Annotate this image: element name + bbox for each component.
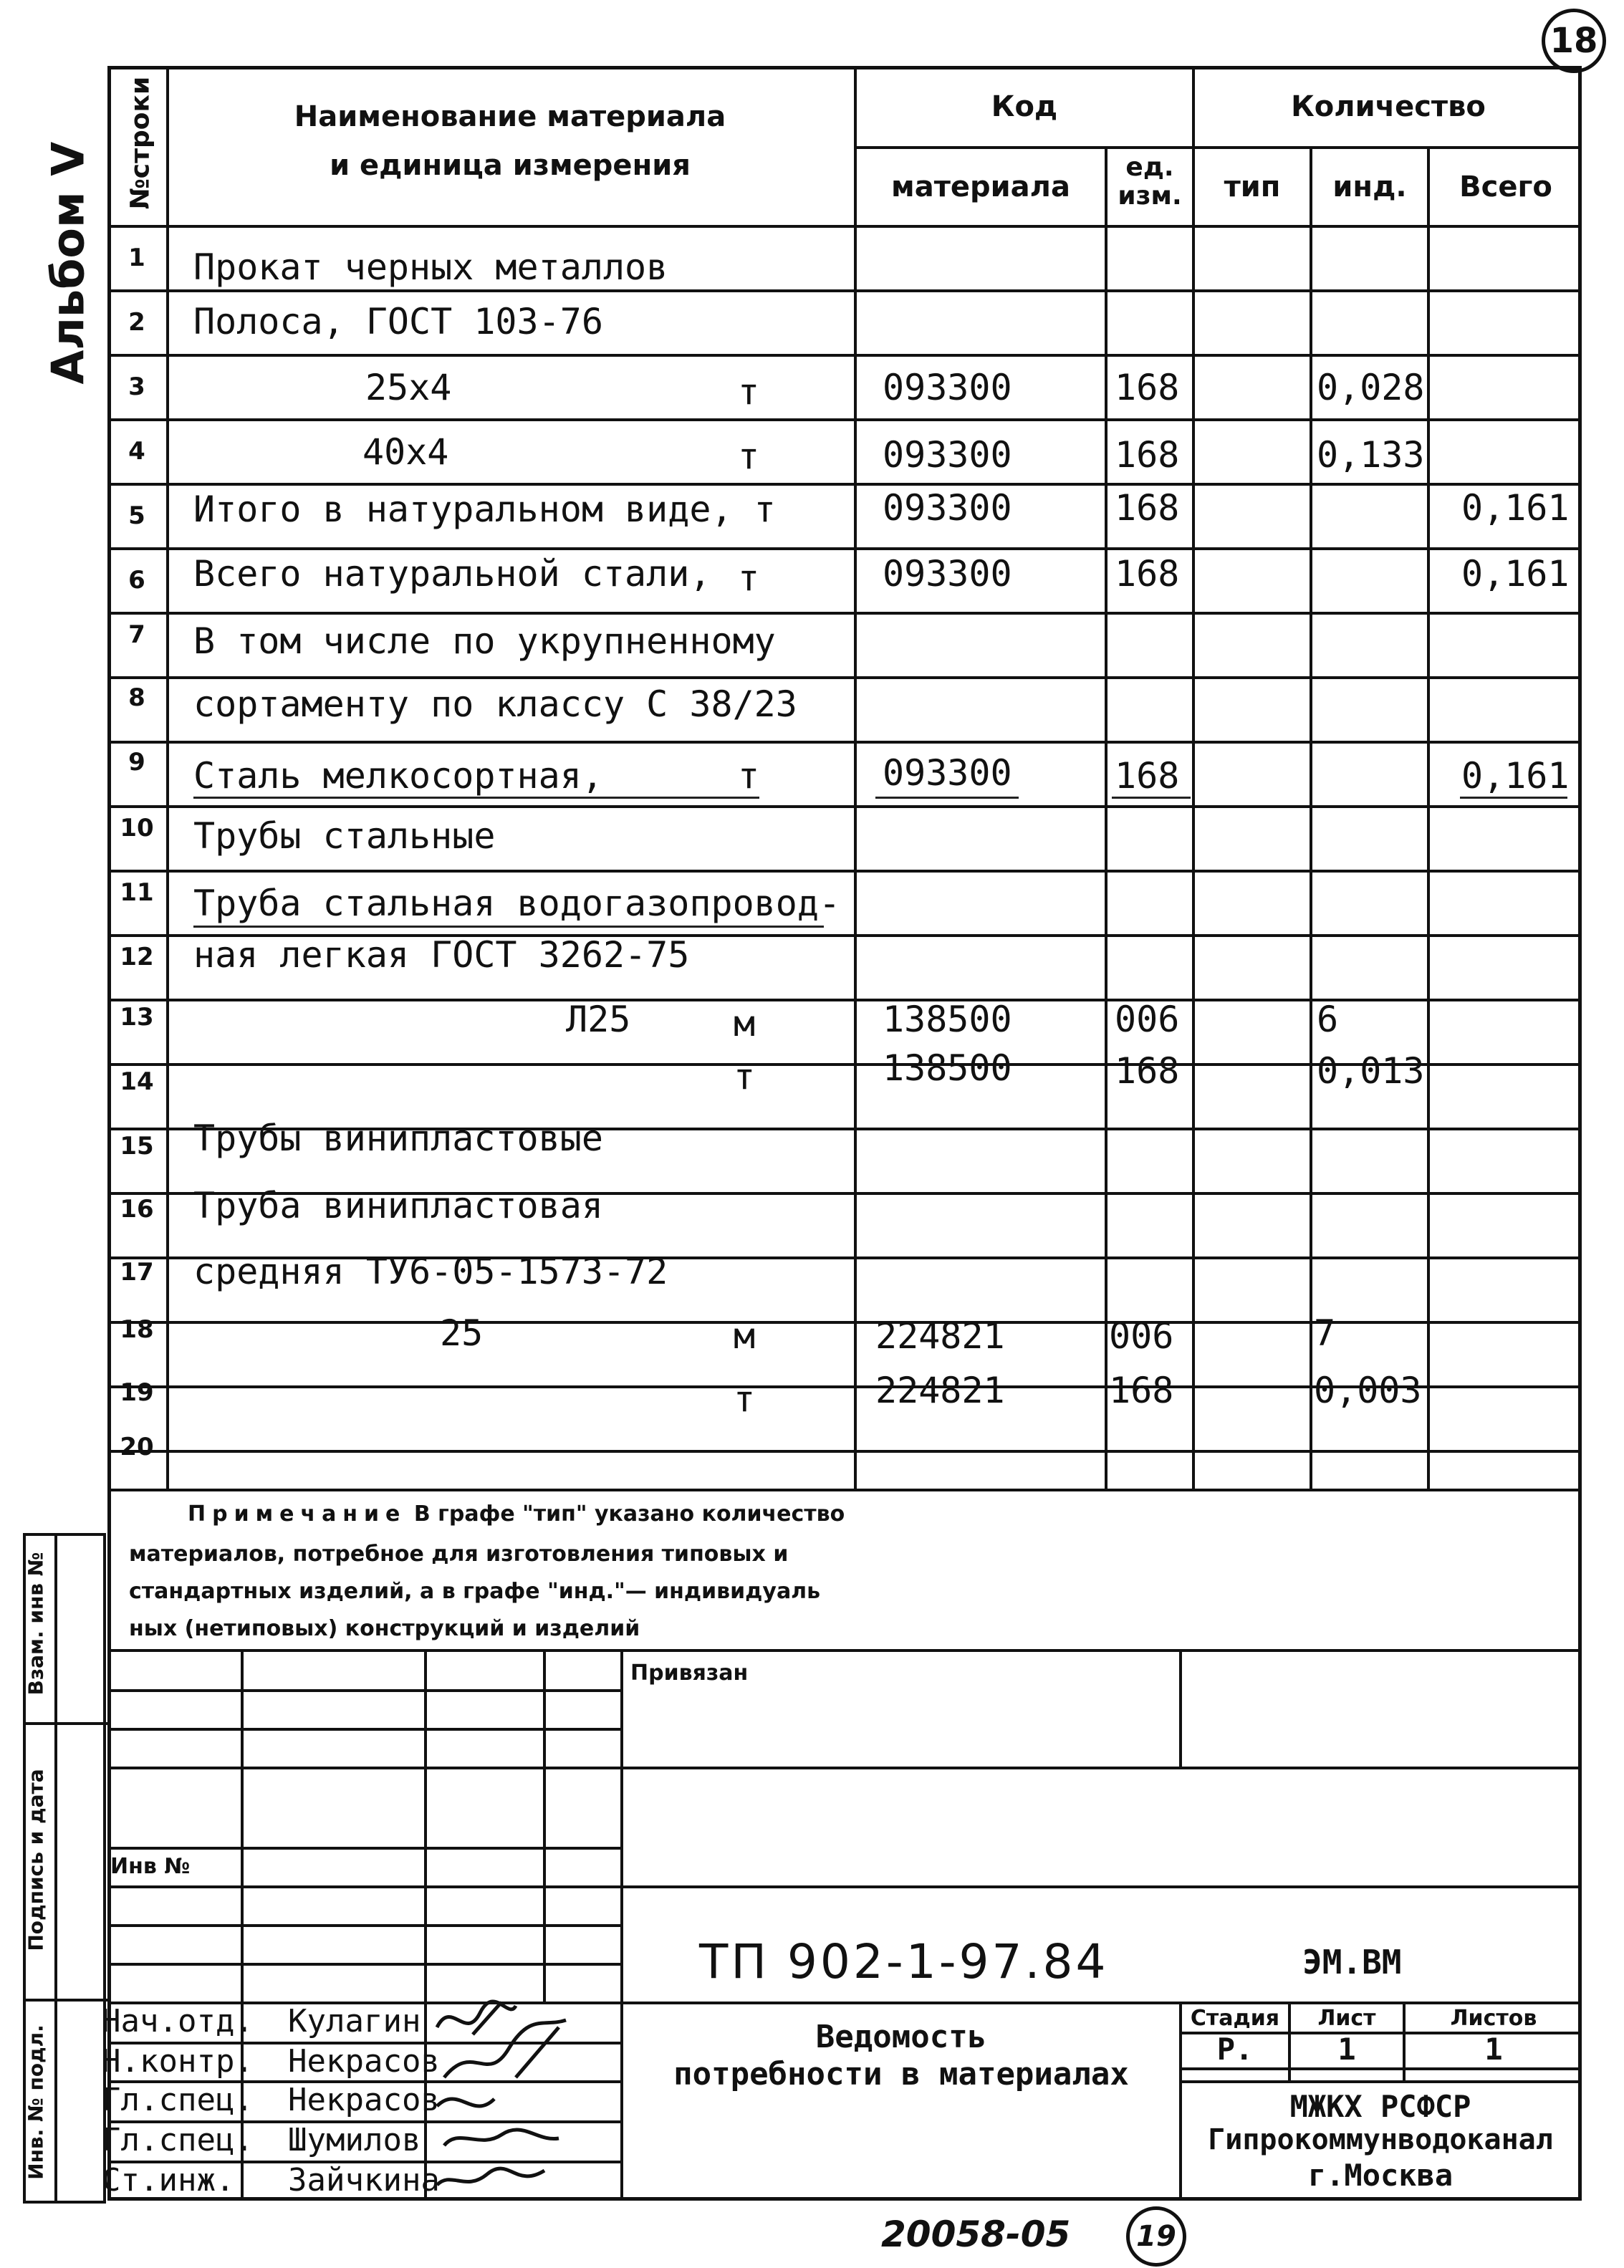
circled-number xyxy=(1126,2206,1186,2267)
signer-name: Некрасов xyxy=(288,2082,440,2118)
row-name: Полоса, ГОСТ 103-76 xyxy=(193,301,603,342)
row-name: средняя ТУ6-05-1573-72 xyxy=(193,1251,668,1292)
row-number: 1 xyxy=(128,244,145,272)
row-code: 138500 xyxy=(883,1047,1012,1089)
signer-role: Гл.спец. xyxy=(102,2122,254,2158)
note-line2: материалов, потребное для изготовления типовых и xyxy=(129,1542,789,1567)
stamp-sheets-value: 1 xyxy=(1484,2032,1503,2067)
row-number: 14 xyxy=(120,1067,154,1096)
page-number: 18 xyxy=(1549,21,1598,61)
row-code: 093300 xyxy=(883,752,1012,794)
row-number: 12 xyxy=(120,943,154,971)
stamp-org-line1: МЖКХ РСФСР xyxy=(1289,2089,1471,2124)
header-name-line2: и единица измерения xyxy=(330,149,691,182)
row-number: 15 xyxy=(120,1132,154,1161)
signer-name: Кулагин xyxy=(288,2003,421,2039)
archive-number: 20058-05 xyxy=(881,2214,1071,2255)
signer-role: Нач.отд. xyxy=(102,2003,254,2039)
row-unit: т xyxy=(734,1378,756,1420)
note-line1 xyxy=(188,1501,845,1527)
row-unit: м xyxy=(734,1315,756,1357)
row-unit: т xyxy=(738,371,760,413)
row-number: 20 xyxy=(120,1433,154,1461)
stamp-org-line3: г.Москва xyxy=(1307,2158,1454,2193)
row-code: 138500 xyxy=(883,999,1012,1040)
row-name: Итого в натуральном виде, т xyxy=(193,489,776,530)
signer-role: Н.контр. xyxy=(102,2043,254,2080)
row-name: 25х4 xyxy=(365,367,452,408)
header-code: Код xyxy=(991,90,1058,123)
row-name: Трубы винипластовые xyxy=(193,1118,603,1159)
row-name: Всего натуральной стали, xyxy=(193,553,711,595)
row-number: 9 xyxy=(128,748,145,777)
stamp-sheet-label: Лист xyxy=(1317,2006,1376,2031)
row-unit-code: 168 xyxy=(1115,434,1180,476)
handwritten-signatures xyxy=(430,1999,616,2206)
row-name: 25 xyxy=(440,1312,484,1354)
row-ind: 0,133 xyxy=(1317,434,1425,476)
note-label: Примечание xyxy=(188,1501,407,1527)
row-number: 6 xyxy=(128,566,145,595)
row-unit: м xyxy=(734,1003,756,1044)
row-name: Л25 xyxy=(566,999,631,1040)
row-name: В том числе по укрупненному xyxy=(193,620,776,662)
signer-name: Зайчкина xyxy=(288,2162,440,2199)
page-number-circle xyxy=(1542,9,1606,73)
stamp-doc-code: ТП 902-1-97.84 xyxy=(699,1934,1109,1989)
stamp-doc-suffix: ЭМ.ВМ xyxy=(1302,1943,1402,1981)
row-number: 19 xyxy=(120,1378,154,1407)
row-number: 8 xyxy=(128,683,145,712)
row-unit: т xyxy=(738,436,760,477)
row-unit-code: 168 xyxy=(1115,755,1180,797)
row-code: 224821 xyxy=(875,1315,1005,1357)
row-unit: т xyxy=(738,557,760,599)
row-ind: 7 xyxy=(1314,1312,1336,1354)
header-qty-type: тип xyxy=(1224,170,1281,203)
stamp-inv-no: Инв № xyxy=(110,1854,191,1879)
stamp-title-line1: Ведомость xyxy=(815,2019,987,2055)
album-label: Альбом V xyxy=(42,141,95,385)
row-total: 0,161 xyxy=(1461,553,1570,595)
row-name: сортаменту по классу С 38/23 xyxy=(193,683,797,725)
side-label-zam: Взам. инв № xyxy=(24,1552,48,1696)
side-label-sign: Подпись и дата xyxy=(24,1769,48,1951)
row-unit: т xyxy=(738,755,760,797)
row-code: 093300 xyxy=(883,434,1012,476)
stamp-title-line2: потребности в материалах xyxy=(673,2056,1129,2092)
row-unit: т xyxy=(734,1056,756,1097)
row-name: Сталь мелкосортная, xyxy=(193,755,603,797)
header-code-unit: ед. изм. xyxy=(1118,153,1182,211)
row-name: Прокат черных металлов xyxy=(193,246,668,288)
signer-role: Ст.инж. xyxy=(102,2162,235,2199)
row-unit-code: 168 xyxy=(1115,487,1180,529)
row-ind: 0,013 xyxy=(1317,1050,1425,1092)
row-number: 10 xyxy=(120,814,154,842)
note-text: В графе "тип" указано количество xyxy=(413,1501,845,1527)
header-quantity: Количество xyxy=(1291,90,1486,123)
header-qty-total: Всего xyxy=(1459,170,1552,203)
row-number: 3 xyxy=(128,373,145,401)
row-number: 5 xyxy=(128,501,145,530)
row-ind: 0,028 xyxy=(1317,367,1425,408)
row-number: 18 xyxy=(120,1315,154,1344)
row-number: 7 xyxy=(128,620,145,649)
circled-number-text: 19 xyxy=(1136,2220,1176,2253)
row-ind: 0,003 xyxy=(1314,1370,1422,1411)
row-unit-code: 168 xyxy=(1115,367,1180,408)
row-total: 0,161 xyxy=(1461,755,1570,797)
row-code: 093300 xyxy=(883,487,1012,529)
row-code: 093300 xyxy=(883,367,1012,408)
note-line3: стандартных изделий, а в графе "инд."— индивидуаль xyxy=(129,1579,821,1604)
row-number: 11 xyxy=(120,878,154,907)
row-name: Трубы стальные xyxy=(193,815,496,857)
stamp-stage-value: Р. xyxy=(1216,2032,1254,2067)
row-ind: 6 xyxy=(1317,999,1339,1040)
row-code: 224821 xyxy=(875,1370,1005,1411)
signer-role: Гл.спец. xyxy=(102,2082,254,2118)
row-number: 13 xyxy=(120,1003,154,1032)
stamp-sheets-label: Листов xyxy=(1450,2006,1537,2031)
stamp-org-line2: Гипрокоммунводоканал xyxy=(1208,2123,1553,2156)
header-code-material: материала xyxy=(891,170,1070,203)
stamp-stage-label: Стадия xyxy=(1190,2006,1280,2031)
stamp-privyazan: Привязан xyxy=(630,1661,749,1686)
row-name: Труба стальная водогазопровод- xyxy=(193,883,841,924)
row-name: ная легкая ГОСТ 3262-75 xyxy=(193,934,690,976)
row-number: 4 xyxy=(128,437,145,466)
note-line4: ных (нетиповых) конструкций и изделий xyxy=(129,1616,640,1641)
row-number: 2 xyxy=(128,308,145,337)
row-total: 0,161 xyxy=(1461,487,1570,529)
side-label-inv: Инв. № подл. xyxy=(24,2024,48,2180)
signer-name: Некрасов xyxy=(288,2043,440,2080)
header-row-no: №строки xyxy=(125,76,155,210)
row-number: 16 xyxy=(120,1195,154,1224)
row-unit-code: 006 xyxy=(1109,1315,1174,1357)
row-unit-code: 168 xyxy=(1115,1050,1180,1092)
signer-name: Шумилов xyxy=(288,2122,421,2158)
header-qty-ind: инд. xyxy=(1332,170,1407,203)
stamp-sheet-value: 1 xyxy=(1337,2032,1356,2067)
row-unit-code: 168 xyxy=(1109,1370,1174,1411)
row-number: 17 xyxy=(120,1258,154,1287)
row-code: 093300 xyxy=(883,553,1012,595)
row-name: Труба винипластовая xyxy=(193,1185,603,1226)
header-name-line1: Наименование материала xyxy=(294,100,726,133)
row-unit-code: 006 xyxy=(1115,999,1180,1040)
row-name: 40х4 xyxy=(362,431,449,473)
row-unit-code: 168 xyxy=(1115,553,1180,595)
